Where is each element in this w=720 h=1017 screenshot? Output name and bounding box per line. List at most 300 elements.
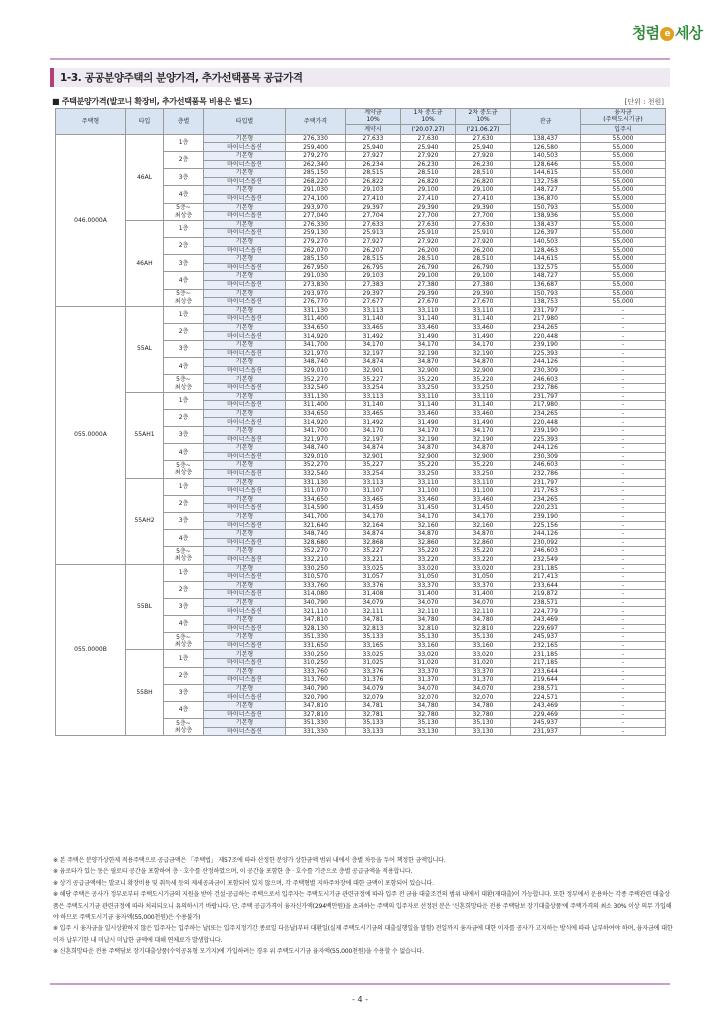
cell-floor: 2층 xyxy=(164,667,204,684)
cell-value: 33,110 xyxy=(456,392,511,401)
cell-option-type: 기본형 xyxy=(204,134,286,143)
cell-value: 34,170 xyxy=(456,427,511,436)
cell-value: 31,459 xyxy=(346,504,401,513)
cell-value: 232,786 xyxy=(511,469,581,478)
cell-value: 230,309 xyxy=(511,452,581,461)
cell-value: 33,250 xyxy=(456,384,511,393)
cell-value: 229,697 xyxy=(511,624,581,633)
table-row xyxy=(56,564,666,573)
cell-option-type: 기본형 xyxy=(204,530,286,539)
cell-value: 333,760 xyxy=(286,581,346,590)
header-mid2: 2차 중도금 10% xyxy=(456,109,511,125)
cell-value: 33,113 xyxy=(346,306,401,315)
cell-value: 33,370 xyxy=(401,667,456,676)
cell-value: - xyxy=(581,435,666,444)
cell-value: 35,220 xyxy=(456,461,511,470)
cell-value: 150,793 xyxy=(511,203,581,212)
cell-value: 276,330 xyxy=(286,134,346,143)
cell-value: 34,070 xyxy=(401,598,456,607)
cell-value: 32,900 xyxy=(456,452,511,461)
cell-value: 274,100 xyxy=(286,194,346,203)
cell-option-type: 기본형 xyxy=(204,323,286,332)
cell-value: 348,740 xyxy=(286,358,346,367)
cell-value: 29,100 xyxy=(401,272,456,281)
cell-floor: 2층 xyxy=(164,495,204,512)
note-3: ※ 상기 공급금액에는 발코니 확장비용 및 취득세 등의 제세공과금이 포함되어 있지 않으며, 각 주택형별 지하주차장에 대한 금액이 포함되어 있습니다. xyxy=(53,879,434,887)
cell-value: 32,197 xyxy=(346,349,401,358)
cell-value: 26,230 xyxy=(401,160,456,169)
cell-value: 55,000 xyxy=(581,203,666,212)
cell-value: 332,210 xyxy=(286,555,346,564)
cell-value: 33,130 xyxy=(456,727,511,736)
cell-value: 31,020 xyxy=(456,659,511,668)
cell-value: - xyxy=(581,684,666,693)
cell-value: 27,927 xyxy=(346,237,401,246)
cell-option-type: 기본형 xyxy=(204,512,286,521)
cell-value: - xyxy=(581,598,666,607)
price-table xyxy=(55,108,666,736)
cell-option-type: 마이너스옵션 xyxy=(204,263,286,272)
page-number: - 4 - xyxy=(352,995,368,1004)
cell-value: 26,820 xyxy=(456,177,511,186)
cell-value: - xyxy=(581,641,666,650)
cell-value: - xyxy=(581,315,666,324)
cell-value: 29,390 xyxy=(456,289,511,298)
cell-value: 136,870 xyxy=(511,194,581,203)
cell-option-type: 마이너스옵션 xyxy=(204,366,286,375)
cell-option-type: 마이너스옵션 xyxy=(204,332,286,341)
cell-value: 327,810 xyxy=(286,710,346,719)
cell-value: 34,070 xyxy=(456,598,511,607)
cell-value: 31,408 xyxy=(346,590,401,599)
cell-value: 285,150 xyxy=(286,169,346,178)
cell-value: 27,410 xyxy=(456,194,511,203)
cell-value: 332,540 xyxy=(286,469,346,478)
cell-floor: 5층~ 최상층 xyxy=(164,461,204,478)
cell-value: 34,870 xyxy=(456,358,511,367)
cell-value: - xyxy=(581,719,666,728)
cell-value: - xyxy=(581,659,666,668)
cell-value: 55,000 xyxy=(581,272,666,281)
cell-value: 25,910 xyxy=(401,229,456,238)
cell-value: 310,570 xyxy=(286,573,346,582)
cell-value: 314,920 xyxy=(286,332,346,341)
cell-floor: 4층 xyxy=(164,530,204,547)
cell-value: 31,100 xyxy=(401,487,456,496)
cell-value: 34,079 xyxy=(346,684,401,693)
cell-value: 32,190 xyxy=(401,435,456,444)
cell-value: 27,383 xyxy=(346,280,401,289)
cell-value: - xyxy=(581,478,666,487)
cell-value: 34,070 xyxy=(456,684,511,693)
cell-value: 28,510 xyxy=(456,255,511,264)
cell-option-type: 마이너스옵션 xyxy=(204,676,286,685)
cell-value: 328,680 xyxy=(286,538,346,547)
cell-value: 244,126 xyxy=(511,444,581,453)
cell-floor: 2층 xyxy=(164,409,204,426)
cell-value: 34,170 xyxy=(456,341,511,350)
cell-value: 34,780 xyxy=(456,616,511,625)
cell-value: - xyxy=(581,504,666,513)
cell-value: 220,231 xyxy=(511,504,581,513)
cell-value: 27,380 xyxy=(401,280,456,289)
cell-value: 27,920 xyxy=(456,237,511,246)
cell-value: 34,079 xyxy=(346,598,401,607)
cell-option-type: 기본형 xyxy=(204,461,286,470)
cell-value: 329,010 xyxy=(286,366,346,375)
cell-value: 34,170 xyxy=(346,341,401,350)
cell-value: 31,100 xyxy=(456,487,511,496)
cell-value: 310,250 xyxy=(286,659,346,668)
cell-value: 27,670 xyxy=(456,298,511,307)
cell-house-type: 055.0000A xyxy=(56,306,126,564)
section-title-mark xyxy=(50,68,54,87)
cell-value: 128,463 xyxy=(511,246,581,255)
cell-option-type: 마이너스옵션 xyxy=(204,143,286,152)
cell-value: 33,460 xyxy=(401,409,456,418)
cell-floor: 2층 xyxy=(164,323,204,340)
cell-value: 341,700 xyxy=(286,512,346,521)
cell-value: 34,874 xyxy=(346,358,401,367)
cell-value: - xyxy=(581,564,666,573)
cell-value: 28,510 xyxy=(401,169,456,178)
cell-value: - xyxy=(581,667,666,676)
cell-value: 26,790 xyxy=(401,263,456,272)
cell-value: 321,970 xyxy=(286,349,346,358)
cell-value: 31,400 xyxy=(401,590,456,599)
cell-value: 33,376 xyxy=(346,667,401,676)
cell-value: 55,000 xyxy=(581,298,666,307)
cell-value: 27,700 xyxy=(456,212,511,221)
header-price: 주택가격 xyxy=(286,109,346,135)
cell-value: 276,330 xyxy=(286,220,346,229)
cell-value: 32,780 xyxy=(401,710,456,719)
cell-value: 31,050 xyxy=(456,573,511,582)
cell-value: 140,503 xyxy=(511,152,581,161)
cell-value: - xyxy=(581,418,666,427)
cell-value: - xyxy=(581,633,666,642)
cell-value: 32,900 xyxy=(456,366,511,375)
cell-value: 32,901 xyxy=(346,452,401,461)
cell-option-type: 기본형 xyxy=(204,186,286,195)
cell-floor: 4층 xyxy=(164,272,204,289)
cell-value: 279,270 xyxy=(286,152,346,161)
cell-option-type: 기본형 xyxy=(204,289,286,298)
cell-option-type: 마이너스옵션 xyxy=(204,641,286,650)
cell-value: 330,250 xyxy=(286,564,346,573)
cell-value: 31,057 xyxy=(346,573,401,582)
cell-value: 55,000 xyxy=(581,152,666,161)
cell-value: 231,185 xyxy=(511,650,581,659)
table-row xyxy=(56,392,666,401)
cell-value: 55,000 xyxy=(581,220,666,229)
cell-value: - xyxy=(581,547,666,556)
cell-value: 31,490 xyxy=(456,418,511,427)
header-style: 타입별 xyxy=(204,109,286,135)
cell-value: 331,330 xyxy=(286,727,346,736)
cell-value: 27,927 xyxy=(346,152,401,161)
cell-value: 329,010 xyxy=(286,452,346,461)
cell-value: 32,810 xyxy=(401,624,456,633)
cell-value: 55,000 xyxy=(581,134,666,143)
cell-value: 34,870 xyxy=(401,358,456,367)
cell-value: 331,130 xyxy=(286,478,346,487)
cell-value: 32,901 xyxy=(346,366,401,375)
cell-value: 32,190 xyxy=(456,435,511,444)
cell-value: 32,810 xyxy=(456,624,511,633)
cell-value: 31,020 xyxy=(401,659,456,668)
cell-value: 33,160 xyxy=(456,641,511,650)
cell-value: 243,469 xyxy=(511,616,581,625)
cell-value: 352,270 xyxy=(286,375,346,384)
header-floor: 층별 xyxy=(164,109,204,135)
cell-value: 33,113 xyxy=(346,478,401,487)
cell-value: 25,940 xyxy=(456,143,511,152)
cell-value: 331,130 xyxy=(286,306,346,315)
cell-option-type: 기본형 xyxy=(204,375,286,384)
cell-value: - xyxy=(581,392,666,401)
cell-value: 34,170 xyxy=(346,427,401,436)
cell-option-type: 기본형 xyxy=(204,495,286,504)
cell-value: 55,000 xyxy=(581,212,666,221)
cell-value: 55,000 xyxy=(581,229,666,238)
cell-value: 279,270 xyxy=(286,237,346,246)
cell-floor: 1층 xyxy=(164,134,204,151)
cell-value: 246,603 xyxy=(511,461,581,470)
cell-value: 132,575 xyxy=(511,263,581,272)
cell-value: 33,460 xyxy=(456,409,511,418)
cell-value: 34,874 xyxy=(346,444,401,453)
section-title: 1-3. 공공분양주택의 분양가격, 추가선택품목 공급가격 xyxy=(60,72,303,84)
cell-value: 224,571 xyxy=(511,693,581,702)
cell-value: - xyxy=(581,366,666,375)
cell-value: 224,779 xyxy=(511,607,581,616)
cell-value: 33,221 xyxy=(346,555,401,564)
cell-value: 32,781 xyxy=(346,710,401,719)
cell-value: 232,786 xyxy=(511,384,581,393)
cell-value: 27,700 xyxy=(401,212,456,221)
cell-option-type: 기본형 xyxy=(204,598,286,607)
cell-value: 340,790 xyxy=(286,598,346,607)
cell-value: 33,110 xyxy=(401,306,456,315)
cell-value: 31,400 xyxy=(456,590,511,599)
cell-value: 33,370 xyxy=(456,667,511,676)
cell-value: 32,160 xyxy=(401,521,456,530)
cell-option-type: 기본형 xyxy=(204,650,286,659)
cell-value: 33,220 xyxy=(401,555,456,564)
cell-option-type: 마이너스옵션 xyxy=(204,710,286,719)
cell-value: 32,190 xyxy=(401,349,456,358)
header-tipe: 타입 xyxy=(126,109,164,135)
cell-value: 331,130 xyxy=(286,392,346,401)
cell-value: 285,150 xyxy=(286,255,346,264)
cell-value: 259,400 xyxy=(286,143,346,152)
cell-value: 33,130 xyxy=(401,727,456,736)
cell-option-type: 기본형 xyxy=(204,392,286,401)
cell-value: 34,170 xyxy=(456,512,511,521)
cell-option-type: 기본형 xyxy=(204,667,286,676)
cell-option-type: 마이너스옵션 xyxy=(204,315,286,324)
cell-value: 34,070 xyxy=(401,684,456,693)
cell-house-type: 055.0000B xyxy=(56,564,126,736)
cell-value: 291,030 xyxy=(286,186,346,195)
cell-value: 231,797 xyxy=(511,392,581,401)
cell-option-type: 마이너스옵션 xyxy=(204,538,286,547)
cell-value: 35,220 xyxy=(401,547,456,556)
cell-floor: 4층 xyxy=(164,444,204,461)
cell-value: 35,130 xyxy=(401,719,456,728)
cell-value: 244,126 xyxy=(511,358,581,367)
top-divider xyxy=(50,58,670,60)
cell-value: 32,900 xyxy=(401,366,456,375)
cell-value: 32,860 xyxy=(401,538,456,547)
cell-option-type: 기본형 xyxy=(204,237,286,246)
cell-value: 35,220 xyxy=(456,375,511,384)
cell-value: 34,870 xyxy=(401,444,456,453)
cell-value: 217,763 xyxy=(511,487,581,496)
cell-value: 217,980 xyxy=(511,315,581,324)
cell-value: 31,140 xyxy=(456,401,511,410)
cell-floor: 5층~ 최상층 xyxy=(164,203,204,220)
cell-value: - xyxy=(581,349,666,358)
cell-value: - xyxy=(581,401,666,410)
table-row xyxy=(56,220,666,229)
cell-option-type: 기본형 xyxy=(204,169,286,178)
header-deposit-when: 계약시 xyxy=(346,124,401,134)
cell-value: 34,780 xyxy=(401,616,456,625)
cell-value: 32,079 xyxy=(346,693,401,702)
cell-value: 29,390 xyxy=(401,289,456,298)
cell-value: 33,133 xyxy=(346,727,401,736)
cell-value: 33,460 xyxy=(456,495,511,504)
cell-floor: 2층 xyxy=(164,581,204,598)
cell-option-type: 마이너스옵션 xyxy=(204,452,286,461)
cell-value: 351,330 xyxy=(286,719,346,728)
cell-value: 35,130 xyxy=(401,633,456,642)
cell-option-type: 기본형 xyxy=(204,702,286,711)
cell-value: 27,410 xyxy=(346,194,401,203)
cell-floor: 5층~ 최상층 xyxy=(164,633,204,650)
cell-value: 276,770 xyxy=(286,298,346,307)
cell-value: 26,795 xyxy=(346,263,401,272)
cell-floor: 5층~ 최상층 xyxy=(164,547,204,564)
cell-value: - xyxy=(581,616,666,625)
cell-value: 27,630 xyxy=(401,134,456,143)
cell-value: - xyxy=(581,710,666,719)
cell-value: 32,070 xyxy=(401,693,456,702)
cell-value: 321,970 xyxy=(286,435,346,444)
cell-floor: 1층 xyxy=(164,478,204,495)
cell-value: 27,630 xyxy=(401,220,456,229)
cell-value: 239,190 xyxy=(511,427,581,436)
cell-value: 26,200 xyxy=(456,246,511,255)
cell-value: 32,900 xyxy=(401,452,456,461)
cell-value: 234,265 xyxy=(511,495,581,504)
cell-value: 33,113 xyxy=(346,392,401,401)
cell-value: 33,165 xyxy=(346,641,401,650)
cell-value: 35,130 xyxy=(456,719,511,728)
cell-floor: 1층 xyxy=(164,392,204,409)
cell-value: 34,170 xyxy=(401,427,456,436)
cell-floor: 4층 xyxy=(164,616,204,633)
cell-value: 293,970 xyxy=(286,203,346,212)
cell-value: 33,020 xyxy=(456,564,511,573)
cell-value: 136,687 xyxy=(511,280,581,289)
cell-value: - xyxy=(581,650,666,659)
cell-value: 348,740 xyxy=(286,444,346,453)
cell-value: 33,465 xyxy=(346,323,401,332)
cell-option-type: 기본형 xyxy=(204,427,286,436)
cell-option-type: 기본형 xyxy=(204,255,286,264)
header-type: 주택형 xyxy=(56,109,126,135)
cell-value: 314,920 xyxy=(286,418,346,427)
cell-value: 31,107 xyxy=(346,487,401,496)
cell-value: 33,254 xyxy=(346,384,401,393)
cell-sub-type: 46AL xyxy=(126,134,164,220)
cell-value: 55,000 xyxy=(581,177,666,186)
cell-value: 334,650 xyxy=(286,323,346,332)
section-title-bar xyxy=(50,68,670,87)
cell-value: 144,615 xyxy=(511,169,581,178)
cell-value: 232,549 xyxy=(511,555,581,564)
cell-option-type: 마이너스옵션 xyxy=(204,280,286,289)
cell-value: 33,465 xyxy=(346,495,401,504)
cell-value: 55,000 xyxy=(581,143,666,152)
cell-value: - xyxy=(581,538,666,547)
table-row xyxy=(56,478,666,487)
cell-value: 26,790 xyxy=(456,263,511,272)
cell-value: 277,040 xyxy=(286,212,346,221)
cell-value: - xyxy=(581,487,666,496)
cell-value: 341,700 xyxy=(286,427,346,436)
sub-title: ■ 주택분양가격(발코니 확장비, 추가선택품목 비용은 별도) xyxy=(52,97,252,106)
cell-value: 31,050 xyxy=(401,573,456,582)
cell-value: 233,644 xyxy=(511,667,581,676)
cell-value: 34,170 xyxy=(401,512,456,521)
cell-value: 244,126 xyxy=(511,530,581,539)
cell-value: 27,920 xyxy=(401,152,456,161)
cell-floor: 5층~ 최상층 xyxy=(164,375,204,392)
cell-value: 55,000 xyxy=(581,246,666,255)
cell-value: 32,164 xyxy=(346,521,401,530)
cell-floor: 3층 xyxy=(164,684,204,701)
cell-value: 311,070 xyxy=(286,487,346,496)
cell-value: 29,100 xyxy=(456,186,511,195)
cell-value: - xyxy=(581,581,666,590)
cell-value: 31,140 xyxy=(346,401,401,410)
cell-value: 32,110 xyxy=(456,607,511,616)
cell-value: 348,740 xyxy=(286,530,346,539)
cell-value: 28,515 xyxy=(346,169,401,178)
cell-value: 31,370 xyxy=(401,676,456,685)
cell-value: - xyxy=(581,624,666,633)
cell-value: 35,133 xyxy=(346,719,401,728)
cell-value: 34,170 xyxy=(401,341,456,350)
cell-value: 217,413 xyxy=(511,573,581,582)
cell-value: 27,704 xyxy=(346,212,401,221)
cell-value: 27,380 xyxy=(456,280,511,289)
cell-option-type: 기본형 xyxy=(204,633,286,642)
cell-value: 351,330 xyxy=(286,633,346,642)
cell-value: 144,615 xyxy=(511,255,581,264)
cell-value: 31,492 xyxy=(346,332,401,341)
cell-value: 29,103 xyxy=(346,272,401,281)
cell-value: 29,390 xyxy=(456,203,511,212)
cell-option-type: 마이너스옵션 xyxy=(204,487,286,496)
cell-value: 246,603 xyxy=(511,375,581,384)
cell-value: 25,940 xyxy=(401,143,456,152)
cell-value: 32,070 xyxy=(456,693,511,702)
